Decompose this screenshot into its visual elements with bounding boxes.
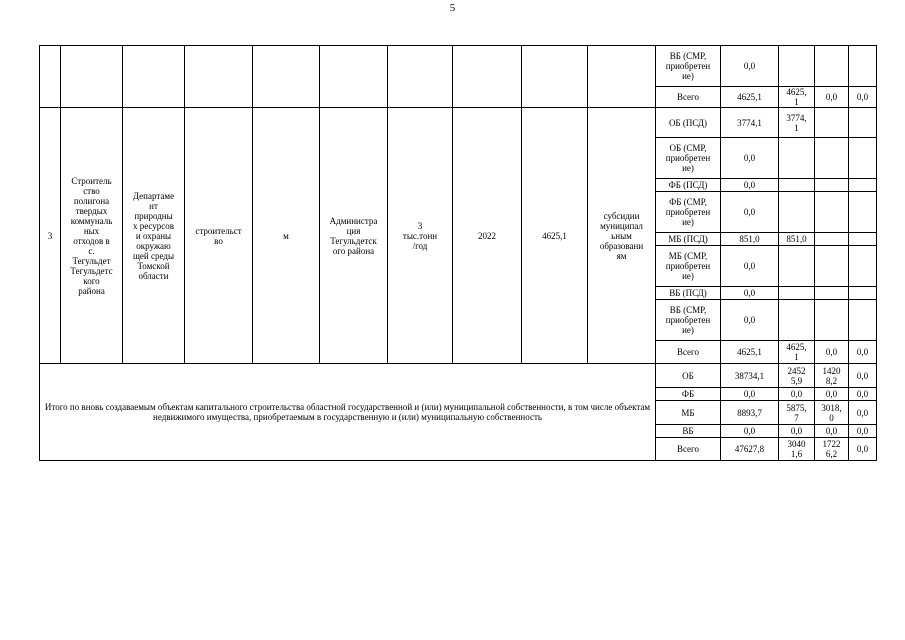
year-2022-cell: 4625, 1 bbox=[779, 341, 815, 364]
customer-cell: Администра ция Тегульдетск ого района bbox=[320, 108, 388, 364]
year-2024-cell bbox=[849, 246, 877, 287]
year-2023-cell bbox=[815, 246, 849, 287]
year-2023-cell bbox=[815, 300, 849, 341]
funding-source-cell: ВБ bbox=[656, 425, 721, 438]
funding-form-cell: субсидии муниципал ьным образовани ям bbox=[588, 108, 656, 364]
year-2024-cell bbox=[849, 233, 877, 246]
year-2023-cell: 0,0 bbox=[815, 388, 849, 401]
funding-source-cell: ОБ bbox=[656, 364, 721, 388]
empty-unit-cell bbox=[253, 46, 320, 108]
year-2023-cell bbox=[815, 108, 849, 138]
year-2023-cell: 3018, 0 bbox=[815, 401, 849, 425]
year-2023-cell: 0,0 bbox=[815, 87, 849, 108]
total-cell: 4625,1 bbox=[721, 341, 779, 364]
year-2024-cell bbox=[849, 287, 877, 300]
total-cell: 47627,8 bbox=[721, 438, 779, 461]
year-2024-cell: 0,0 bbox=[849, 364, 877, 388]
year-2023-cell bbox=[815, 46, 849, 87]
year-2024-cell bbox=[849, 46, 877, 87]
funding-source-cell: Всего bbox=[656, 438, 721, 461]
year-2022-cell: 851,0 bbox=[779, 233, 815, 246]
funding-source-cell: МБ bbox=[656, 401, 721, 425]
table-row bbox=[40, 364, 877, 388]
empty-capacity-cell bbox=[388, 46, 453, 108]
empty-cost-cell bbox=[522, 46, 588, 108]
total-cell: 4625,1 bbox=[721, 87, 779, 108]
total-cell: 0,0 bbox=[721, 46, 779, 87]
work-type-cell: строительст во bbox=[185, 108, 253, 364]
funding-source-cell: ФБ bbox=[656, 388, 721, 401]
estimated-cost-cell: 4625,1 bbox=[522, 108, 588, 364]
year-2024-cell: 0,0 bbox=[849, 87, 877, 108]
year-2023-cell bbox=[815, 138, 849, 179]
funding-source-cell: ВБ (СМР, приобретен ие) bbox=[656, 300, 721, 341]
year-2024-cell bbox=[849, 108, 877, 138]
object-name-cell: Строитель ство полигона твердых коммуналь ных отходов в с. Тегульдет Тегульдетс кого района bbox=[61, 108, 123, 364]
object-number-cell: 3 bbox=[40, 108, 61, 364]
year-2024-cell: 0,0 bbox=[849, 388, 877, 401]
year-2022-cell: 0,0 bbox=[779, 425, 815, 438]
year-2022-cell: 0,0 bbox=[779, 388, 815, 401]
total-cell: 0,0 bbox=[721, 179, 779, 192]
funding-source-cell: ФБ (СМР, приобретен ие) bbox=[656, 192, 721, 233]
year-2023-cell bbox=[815, 233, 849, 246]
total-cell: 0,0 bbox=[721, 138, 779, 179]
year-2022-cell bbox=[779, 287, 815, 300]
total-cell: 0,0 bbox=[721, 287, 779, 300]
page-number: 5 bbox=[449, 2, 456, 14]
year-2022-cell bbox=[779, 300, 815, 341]
funding-source-cell: ВБ (СМР, приобретен ие) bbox=[656, 46, 721, 87]
funding-source-cell: МБ (ПСД) bbox=[656, 233, 721, 246]
year-2022-cell: 3040 1,6 bbox=[779, 438, 815, 461]
year-2023-cell bbox=[815, 179, 849, 192]
year-2024-cell: 0,0 bbox=[849, 341, 877, 364]
year-2024-cell bbox=[849, 179, 877, 192]
year-2023-cell bbox=[815, 192, 849, 233]
total-cell: 3774,1 bbox=[721, 108, 779, 138]
table-row bbox=[40, 46, 877, 87]
total-cell: 0,0 bbox=[721, 425, 779, 438]
year-2024-cell bbox=[849, 300, 877, 341]
total-cell: 0,0 bbox=[721, 246, 779, 287]
funding-source-cell: ВБ (ПСД) bbox=[656, 287, 721, 300]
year-2023-cell bbox=[815, 287, 849, 300]
total-cell: 0,0 bbox=[721, 388, 779, 401]
funding-source-cell: ОБ (ПСД) bbox=[656, 108, 721, 138]
year-2024-cell bbox=[849, 192, 877, 233]
table-row bbox=[40, 108, 877, 138]
empty-work-type-cell bbox=[185, 46, 253, 108]
funding-source-cell: Всего bbox=[656, 341, 721, 364]
empty-form-cell bbox=[588, 46, 656, 108]
funding-source-cell: ОБ (СМР, приобретен ие) bbox=[656, 138, 721, 179]
year-2024-cell: 0,0 bbox=[849, 438, 877, 461]
total-cell: 38734,1 bbox=[721, 364, 779, 388]
year-2023-cell: 0,0 bbox=[815, 425, 849, 438]
year-2022-cell bbox=[779, 46, 815, 87]
total-cell: 8893,7 bbox=[721, 401, 779, 425]
empty-name-cell bbox=[61, 46, 123, 108]
empty-customer-cell bbox=[320, 46, 388, 108]
year-2022-cell: 3774, 1 bbox=[779, 108, 815, 138]
year-2024-cell bbox=[849, 138, 877, 179]
empty-department-cell bbox=[123, 46, 185, 108]
year-cell: 2022 bbox=[453, 108, 522, 364]
year-2022-cell bbox=[779, 192, 815, 233]
funding-source-cell: Всего bbox=[656, 87, 721, 108]
year-2022-cell bbox=[779, 179, 815, 192]
capacity-cell: 3 тыс.тонн /год bbox=[388, 108, 453, 364]
year-2024-cell: 0,0 bbox=[849, 425, 877, 438]
year-2022-cell: 4625, 1 bbox=[779, 87, 815, 108]
capital-construction-table bbox=[39, 45, 877, 461]
responsible-department-cell: Департаме нт природны х ресурсов и охраны окружаю щей среды Томской области bbox=[123, 108, 185, 364]
summary-text-cell: Итого по вновь создаваемым объектам капитального строительства областной государственной и (или) муниципальной собственности, в том числе объектам недвижимого имущества, приобретаемым в государственную и (или) муниципальную собственность bbox=[40, 364, 656, 461]
year-2022-cell: 2452 5,9 bbox=[779, 364, 815, 388]
year-2022-cell bbox=[779, 246, 815, 287]
year-2023-cell: 0,0 bbox=[815, 341, 849, 364]
total-cell: 0,0 bbox=[721, 192, 779, 233]
empty-year-cell bbox=[453, 46, 522, 108]
total-cell: 0,0 bbox=[721, 300, 779, 341]
table-body bbox=[40, 46, 877, 461]
year-2024-cell: 0,0 bbox=[849, 401, 877, 425]
year-2022-cell bbox=[779, 138, 815, 179]
year-2023-cell: 1722 6,2 bbox=[815, 438, 849, 461]
total-cell: 851,0 bbox=[721, 233, 779, 246]
year-2023-cell: 1420 8,2 bbox=[815, 364, 849, 388]
year-2022-cell: 5875, 7 bbox=[779, 401, 815, 425]
funding-source-cell: ФБ (ПСД) bbox=[656, 179, 721, 192]
empty-num-cell bbox=[40, 46, 61, 108]
funding-source-cell: МБ (СМР, приобретен ие) bbox=[656, 246, 721, 287]
unit-cell: м bbox=[253, 108, 320, 364]
